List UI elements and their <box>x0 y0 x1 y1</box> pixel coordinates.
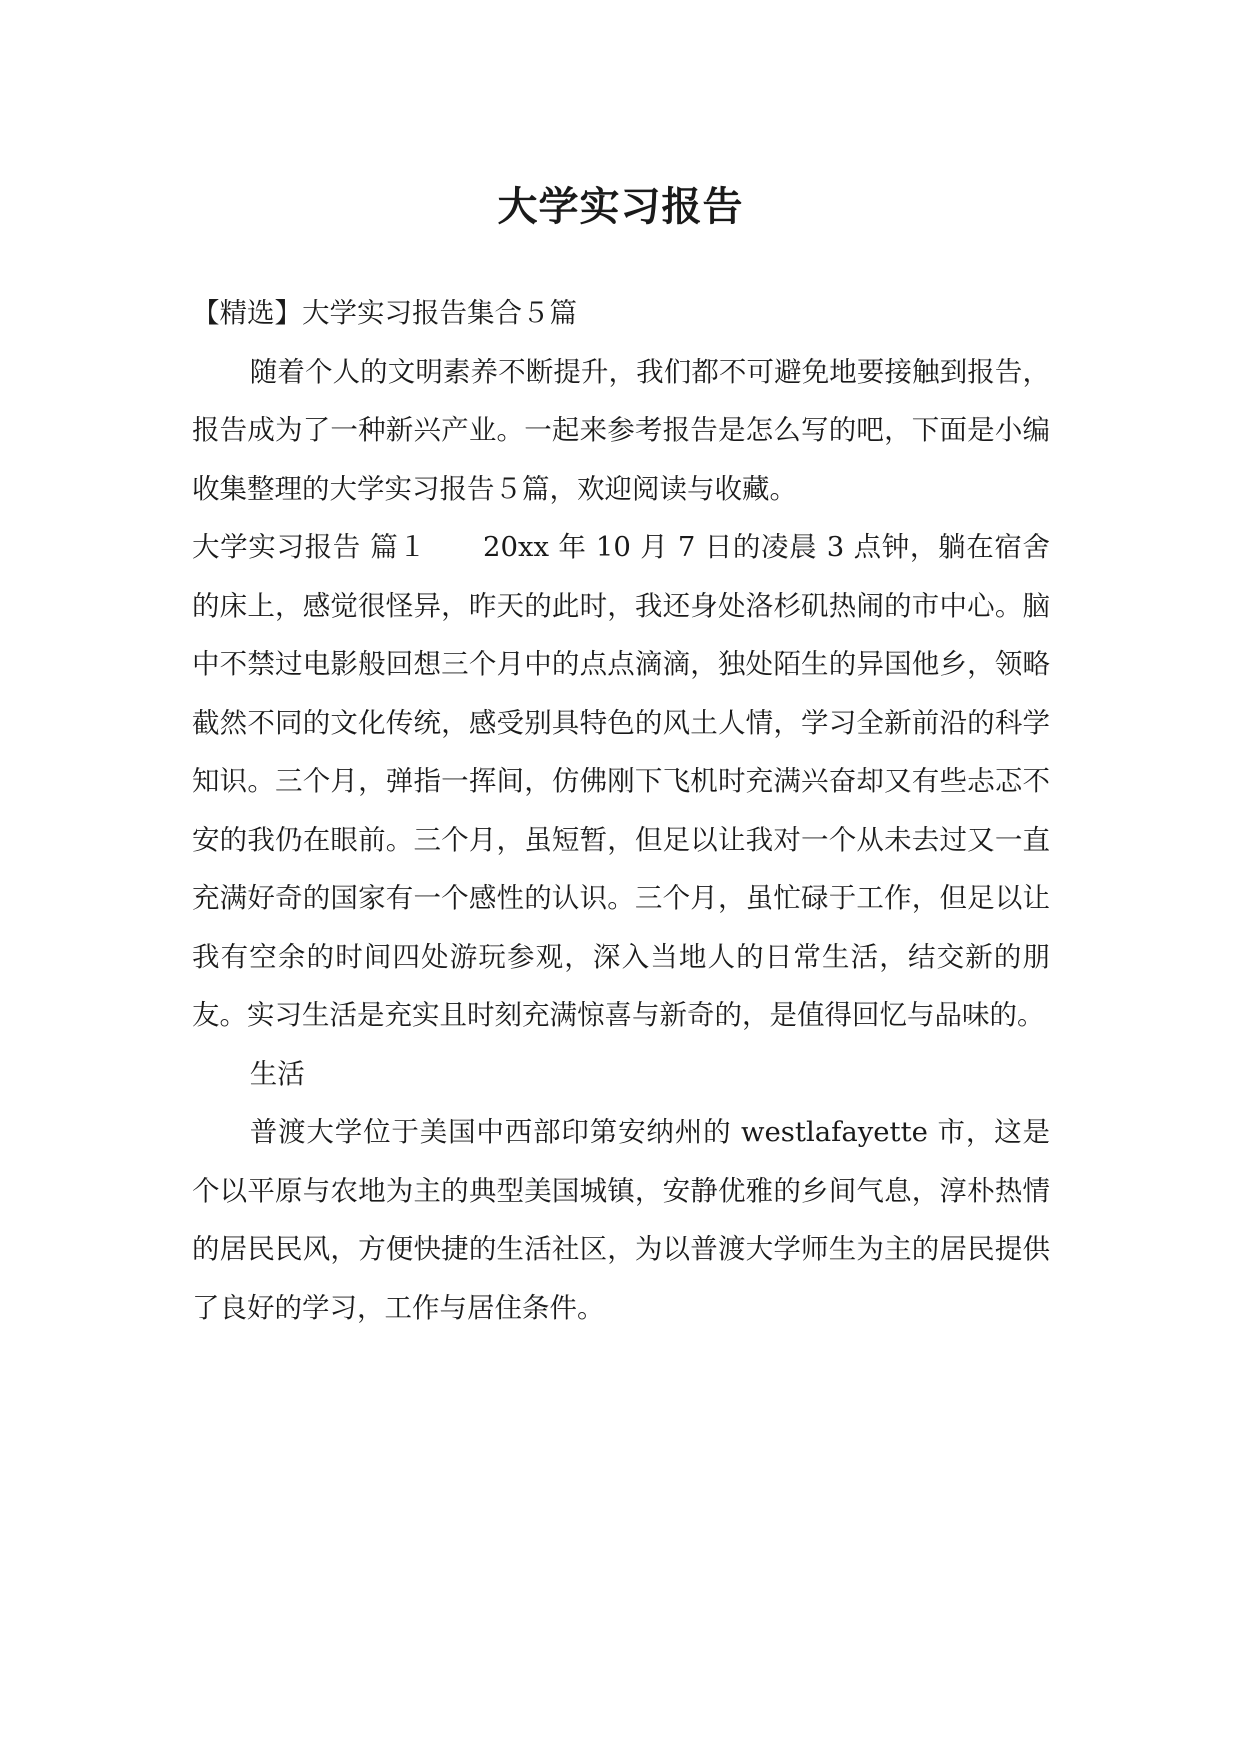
document-body <box>192 284 1050 1337</box>
section-1-heading: 大学实习报告 篇１ <box>192 531 427 563</box>
section-1-body: 20xx 年 10 月 7 日的凌晨 3 点钟，躺在宿舍的床上，感觉很怪异，昨天的此时，我还身处洛杉矶热闹的市中心。脑中不禁过电影般回想三个月中的点点滴滴，独处陌生的异国他乡，领略截然不同的文化传统，感受别具特色的风土人情，学习全新前沿的科学知识。三个月，弹指一挥间，仿佛刚下飞机时充满兴奋却又有些忐忑不安的我仍在眼前。三个月，虽短暂，但足以让我对一个从未去过又一直充满好奇的国家有一个感性的认识。三个月，虽忙碌于工作，但足以让我有空余的时间四处游玩参观，深入当地人的日常生活，结交新的朋友。实习生活是充实且时刻充满惊喜与新奇的，是值得回忆与品味的。 <box>192 531 1050 1031</box>
document-subtitle: 【精选】大学实习报告集合５篇 <box>192 297 577 329</box>
document-title: 大学实习报告 <box>497 182 744 230</box>
life-paragraph: 普渡大学位于美国中西部印第安纳州的 westlafayette 市，这是个以平原与农地为主的典型美国城镇，安静优雅的乡间气息，淳朴热情的居民民风，方便快捷的生活社区，为以普渡大学师生为主的居民提供了良好的学习，工作与居住条件。 <box>192 1116 1050 1324</box>
section-1-paragraph <box>192 518 1050 1045</box>
life-heading: 生活 <box>249 1057 305 1090</box>
intro-paragraph: 随着个人的文明素养不断提升，我们都不可避免地要接触到报告，报告成为了一种新兴产业。一起来参考报告是怎么写的吧，下面是小编收集整理的大学实习报告５篇，欢迎阅读与收藏。 <box>192 355 1050 505</box>
